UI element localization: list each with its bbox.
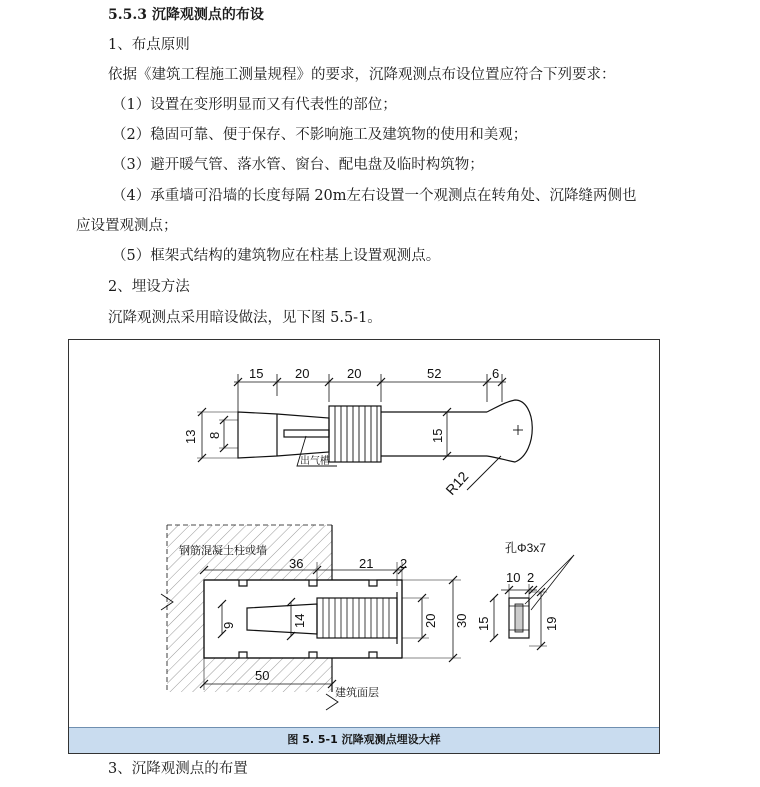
subheading-principle: 1、布点原则 [108, 37, 190, 53]
method-paragraph: 沉降观测点采用暗设做法，见下图 5.5-1。 [108, 310, 382, 326]
dim-label: 15 [476, 616, 491, 631]
dim-label: 13 [183, 429, 198, 444]
dim-label: 15 [430, 428, 445, 443]
dim-label: 20 [347, 366, 362, 381]
dim-label: 20 [295, 366, 310, 381]
dim-label: 30 [454, 613, 469, 628]
list-item: （4）承重墙可沿墙的长度每隔 20m左右设置一个观测点在转角处、沉降缝两侧也 [112, 188, 637, 204]
subheading-method: 2、埋设方法 [108, 279, 190, 295]
figure-frame [68, 339, 660, 754]
dim-label: 50 [255, 668, 270, 683]
dim-label: 20 [423, 613, 438, 628]
list-item: （3）避开暖气管、落水管、窗台、配电盘及临时构筑物； [112, 157, 484, 173]
figure-caption: 图 5. 5-1 沉降观测点埋设大样 [69, 727, 659, 753]
dim-label: 9 [221, 621, 236, 629]
dim-label: 19 [544, 616, 559, 631]
wall-label: 钢筋混凝土柱或墙 [179, 545, 267, 557]
list-item-continuation: 应设置观测点； [76, 218, 178, 234]
dim-label: 36 [289, 556, 304, 571]
dim-label: 14 [292, 613, 307, 628]
dim-label: 2 [400, 556, 408, 571]
dim-label: 10 [506, 570, 521, 585]
dim-label: 52 [427, 366, 442, 381]
dim-label: 21 [359, 556, 374, 571]
surface-label: 建筑面层 [335, 687, 379, 699]
list-item: （5）框架式结构的建筑物应在柱基上设置观测点。 [112, 248, 441, 264]
radius-label: R12 [442, 468, 472, 499]
groove-label: 出气槽 [300, 456, 330, 467]
bolt-elevation [197, 374, 532, 490]
dim-label: 15 [249, 366, 264, 381]
hole-label: 孔Φ3x7 [505, 541, 546, 555]
dim-label: 8 [207, 431, 222, 439]
dim-label: 6 [492, 366, 500, 381]
list-item: （2）稳固可靠、便于保存、不影响施工及建筑物的使用和美观； [112, 127, 528, 143]
dim-label: 2 [527, 570, 535, 585]
subheading-layout: 3、沉降观测点的布置 [108, 761, 248, 777]
list-item: （1）设置在变形明显而又有代表性的部位； [112, 97, 397, 113]
settlement-marker-drawing [69, 340, 659, 728]
intro-paragraph: 依据《建筑工程施工测量规程》的要求，沉降观测点布设位置应符合下列要求： [108, 67, 616, 83]
section-heading: 5.5.3 沉降观测点的布设 [108, 7, 264, 23]
